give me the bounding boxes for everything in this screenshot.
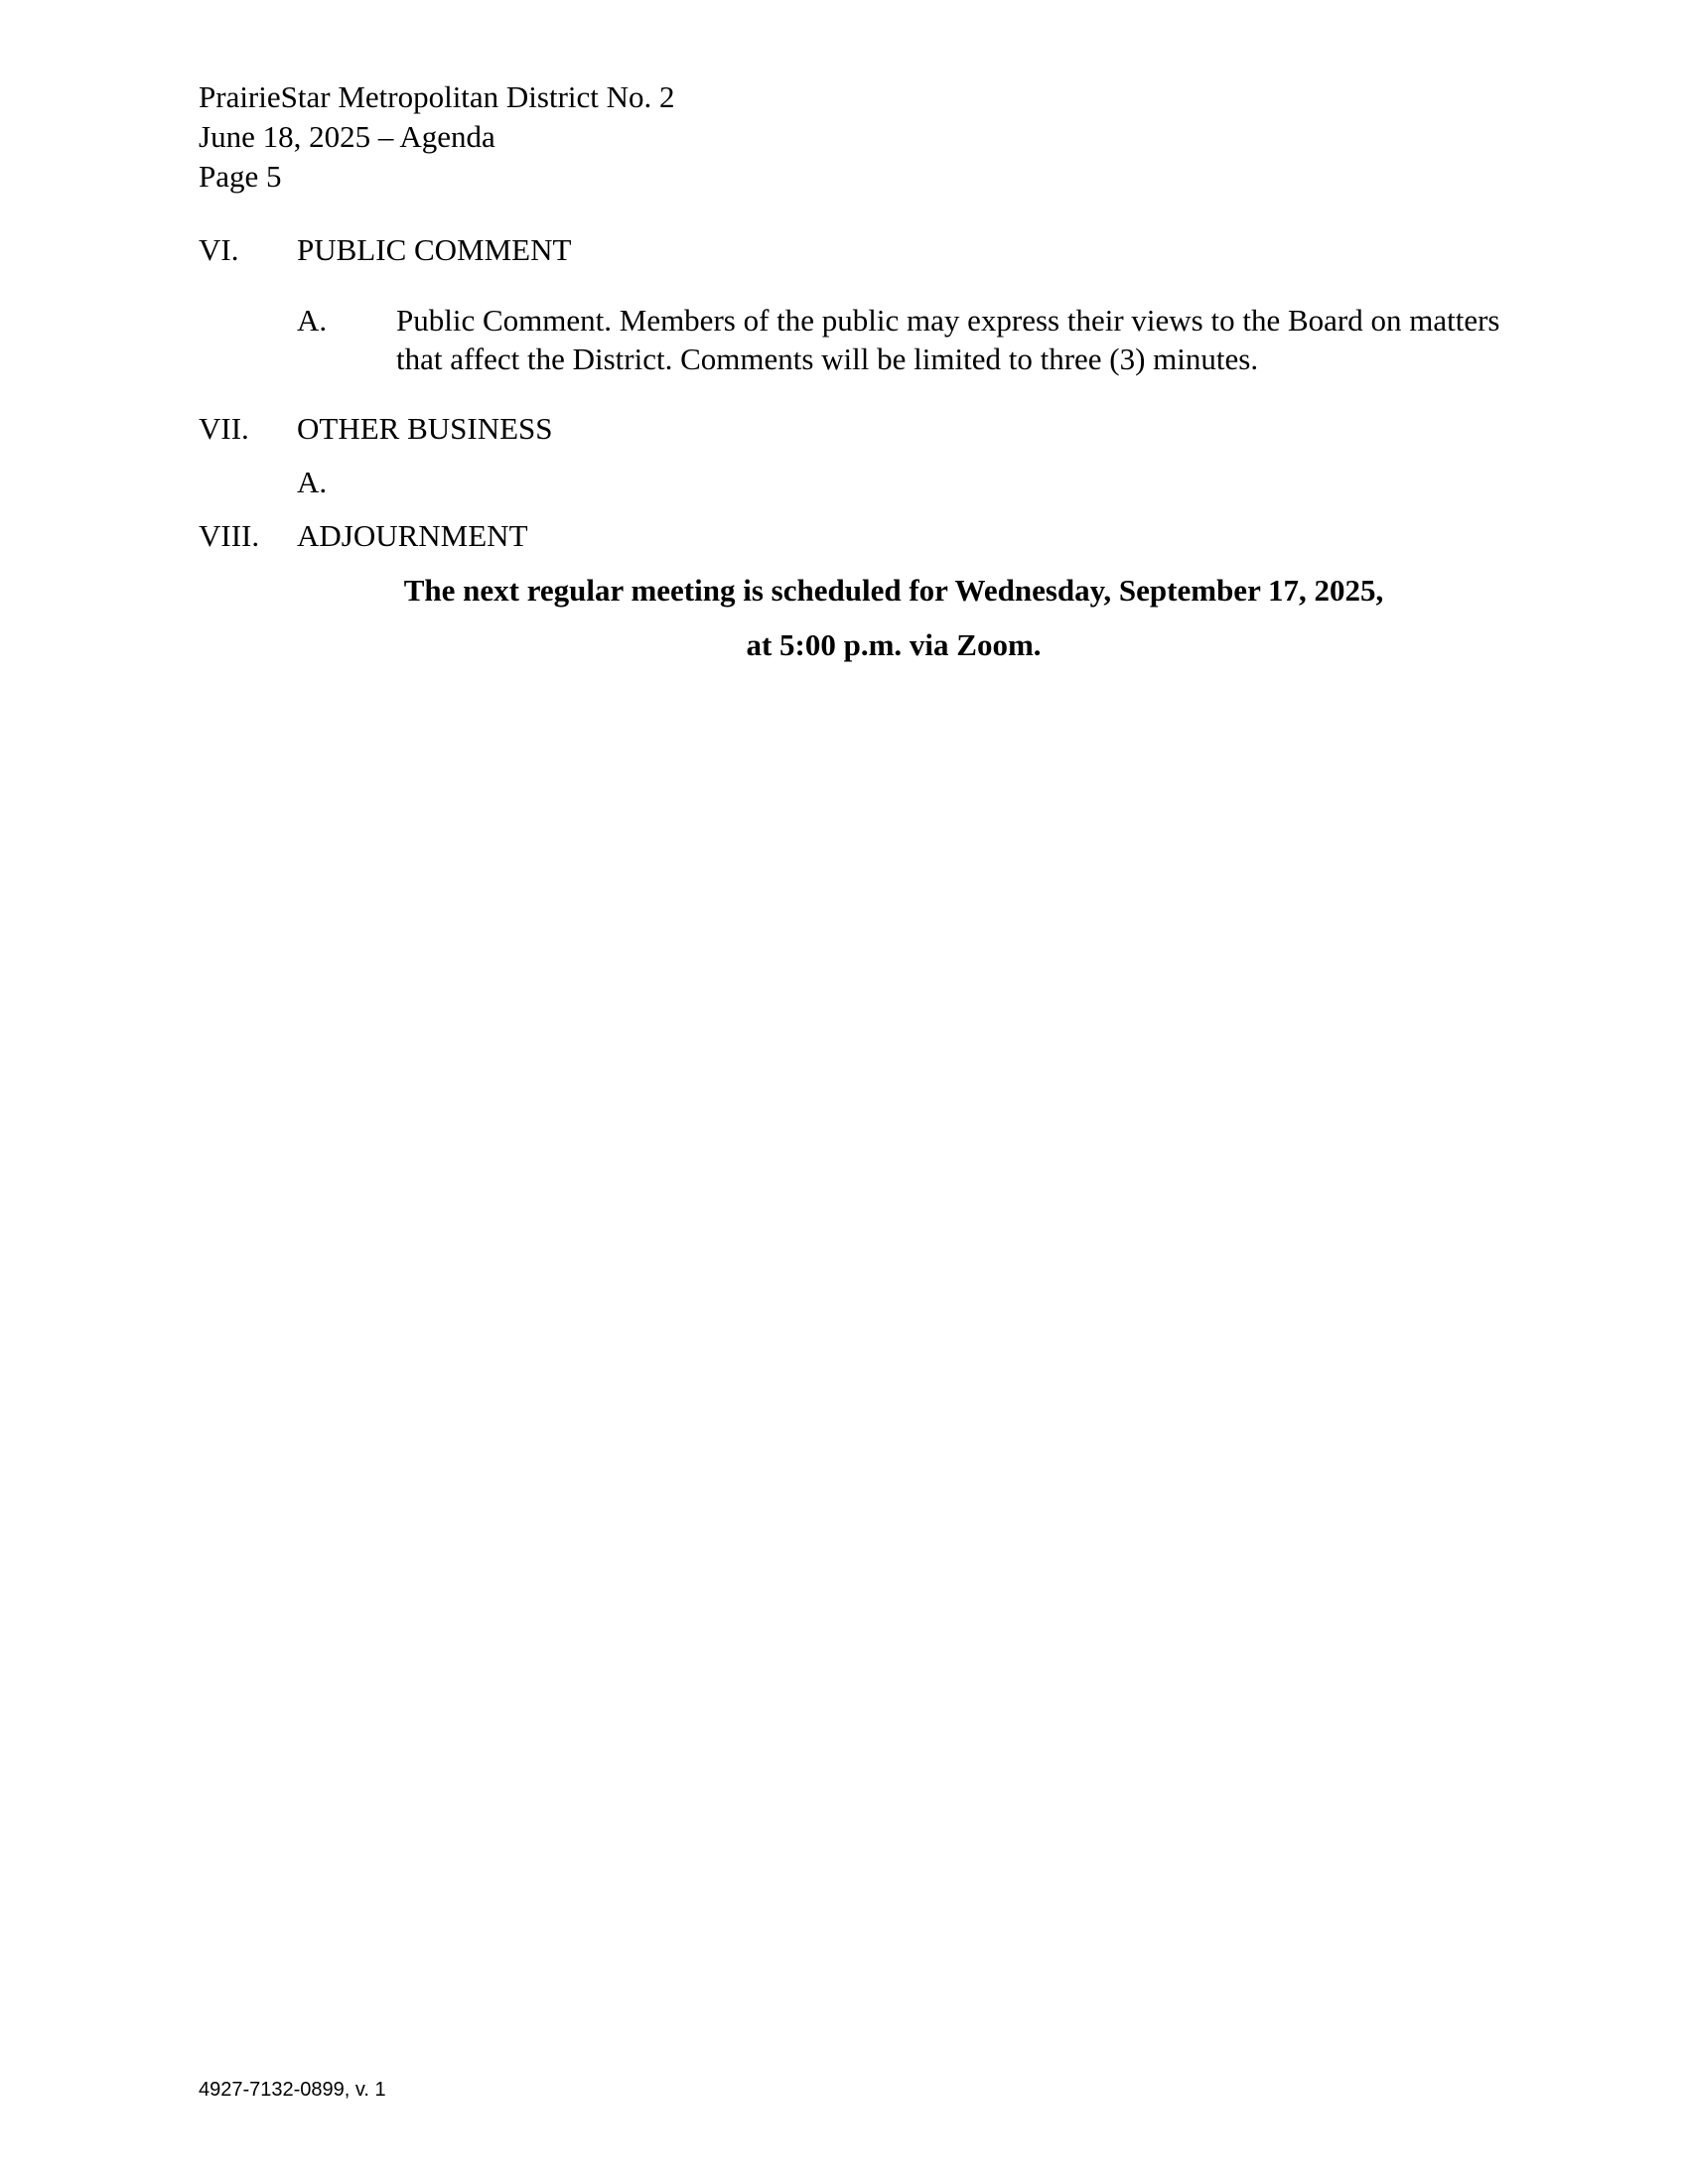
item-letter-vii-a: A.	[297, 465, 328, 499]
item-text-public-comment: Public Comment. Members of the public may express their views to the Board on matters that affect the District. Comments will be limited to three (3) minutes.	[396, 303, 1500, 376]
section-number-vi: VI.	[199, 232, 239, 267]
document-id: 4927-7132-0899, v. 1	[199, 2079, 386, 2101]
next-meeting-line-2: at 5:00 p.m. via Zoom.	[746, 627, 1042, 662]
item-letter-vi-a: A.	[297, 303, 328, 338]
section-title-public-comment: PUBLIC COMMENT	[297, 232, 572, 267]
district-name: PrairieStar Metropolitan District No. 2	[199, 79, 675, 114]
page-header	[199, 77, 675, 197]
section-number-vii: VII.	[199, 411, 249, 446]
section-title-other-business: OTHER BUSINESS	[297, 411, 553, 446]
next-meeting-line-1: The next regular meeting is scheduled for Wednesday, September 17, 2025,	[403, 573, 1384, 608]
page-number: Page 5	[199, 159, 282, 194]
section-title-adjournment: ADJOURNMENT	[297, 518, 528, 553]
agenda-date: June 18, 2025 – Agenda	[199, 119, 495, 154]
section-number-viii: VIII.	[199, 518, 260, 553]
